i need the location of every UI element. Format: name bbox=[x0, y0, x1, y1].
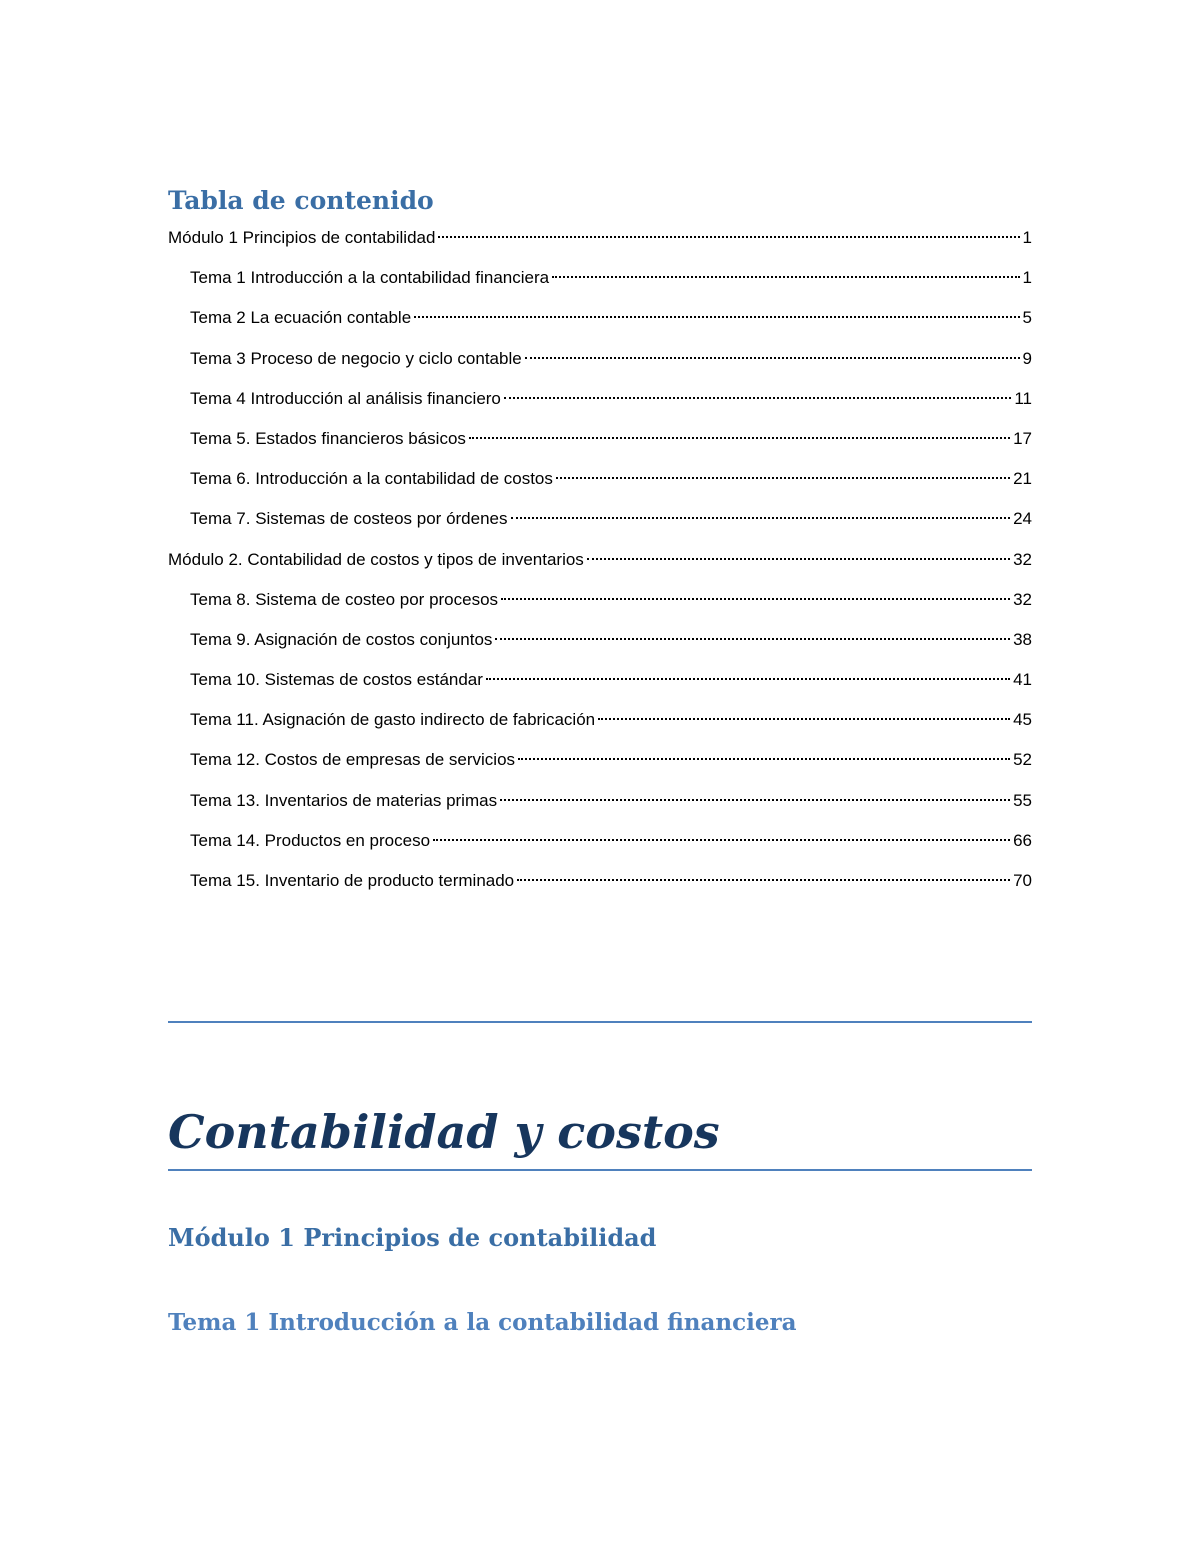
module-heading: Módulo 1 Principios de contabilidad bbox=[168, 1223, 657, 1252]
toc-entry-tema-9[interactable] bbox=[168, 627, 1032, 667]
title-rule-bottom bbox=[168, 1169, 1032, 1171]
toc-entry-tema-3[interactable] bbox=[168, 346, 1032, 386]
dot-leader bbox=[495, 638, 1010, 640]
dot-leader bbox=[469, 437, 1010, 439]
toc-entry-page: 5 bbox=[1022, 308, 1032, 328]
dot-leader bbox=[500, 799, 1010, 801]
dot-leader bbox=[433, 839, 1010, 841]
dot-leader bbox=[511, 517, 1011, 519]
dot-leader bbox=[438, 236, 1019, 238]
toc-entry-modulo-1[interactable] bbox=[168, 225, 1032, 265]
toc-entry-tema-1[interactable] bbox=[168, 265, 1032, 305]
toc-entry-label: Módulo 2. Contabilidad de costos y tipos de inventarios bbox=[168, 549, 584, 569]
toc-entry-tema-10[interactable] bbox=[168, 667, 1032, 707]
toc-entry-modulo-2[interactable] bbox=[168, 547, 1032, 587]
toc-entry-page: 11 bbox=[1014, 388, 1032, 408]
toc-entry-label: Tema 1 Introducción a la contabilidad financiera bbox=[190, 268, 550, 288]
toc-entry-page: 32 bbox=[1013, 589, 1032, 609]
toc-entry-label: Tema 5. Estados financieros básicos bbox=[190, 428, 466, 448]
toc-entry-label: Tema 4 Introducción al análisis financiero bbox=[190, 388, 501, 408]
title-rule-top bbox=[168, 1021, 1032, 1023]
toc-entry-tema-5[interactable] bbox=[168, 426, 1032, 466]
toc-entry-label: Tema 3 Proceso de negocio y ciclo contable bbox=[190, 348, 522, 368]
toc-entry-page: 24 bbox=[1013, 509, 1032, 529]
toc-entry-page: 45 bbox=[1013, 710, 1032, 730]
toc-entry-page: 9 bbox=[1022, 348, 1032, 368]
toc-entry-label: Tema 9. Asignación de costos conjuntos bbox=[190, 629, 493, 649]
toc-entry-page: 1 bbox=[1022, 228, 1032, 247]
toc-entry-label: Tema 14. Productos en proceso bbox=[190, 830, 431, 850]
toc-entry-label: Tema 13. Inventarios de materias primas bbox=[190, 790, 498, 810]
toc-entry-tema-4[interactable] bbox=[168, 386, 1032, 426]
dot-leader bbox=[486, 678, 1010, 680]
toc-entry-tema-6[interactable] bbox=[168, 466, 1032, 506]
toc-heading: Tabla de contenido bbox=[168, 186, 434, 215]
dot-leader bbox=[556, 477, 1010, 479]
toc-entry-tema-8[interactable] bbox=[168, 587, 1032, 627]
document-title: Contabilidad y costos bbox=[168, 1105, 720, 1159]
dot-leader bbox=[414, 316, 1019, 318]
topic-heading: Tema 1 Introducción a la contabilidad financiera bbox=[168, 1309, 797, 1336]
toc-entry-label: Tema 10. Sistemas de costos estándar bbox=[190, 670, 483, 690]
toc-entry-label: Tema 12. Costos de empresas de servicios bbox=[190, 750, 516, 770]
toc-entry-page: 38 bbox=[1013, 629, 1032, 649]
toc-entry-page: 52 bbox=[1013, 750, 1032, 770]
toc-entry-tema-11[interactable] bbox=[168, 707, 1032, 747]
dot-leader bbox=[501, 598, 1010, 600]
toc-entry-label: Tema 6. Introducción a la contabilidad de costos bbox=[190, 469, 553, 489]
toc-entry-tema-15[interactable] bbox=[168, 868, 1032, 908]
dot-leader bbox=[525, 357, 1020, 359]
toc-entry-page: 66 bbox=[1013, 830, 1032, 850]
dot-leader bbox=[504, 397, 1011, 399]
toc-entry-label: Tema 11. Asignación de gasto indirecto de fabricación bbox=[190, 710, 596, 730]
dot-leader bbox=[517, 879, 1010, 881]
toc-entry-label: Tema 15. Inventario de producto terminado bbox=[190, 871, 515, 890]
toc-entry-page: 41 bbox=[1013, 670, 1032, 690]
toc-entry-tema-14[interactable] bbox=[168, 828, 1032, 868]
dot-leader bbox=[587, 558, 1010, 560]
table-of-contents bbox=[168, 225, 1032, 908]
toc-entry-page: 70 bbox=[1013, 871, 1032, 890]
toc-entry-page: 17 bbox=[1013, 428, 1032, 448]
dot-leader bbox=[552, 276, 1019, 278]
toc-entry-label: Módulo 1 Principios de contabilidad bbox=[168, 228, 436, 247]
toc-entry-page: 32 bbox=[1013, 549, 1032, 569]
toc-entry-tema-13[interactable] bbox=[168, 788, 1032, 828]
toc-entry-page: 1 bbox=[1022, 268, 1032, 288]
toc-entry-label: Tema 7. Sistemas de costeos por órdenes bbox=[190, 509, 508, 529]
toc-entry-tema-2[interactable] bbox=[168, 305, 1032, 345]
toc-entry-label: Tema 8. Sistema de costeo por procesos bbox=[190, 589, 499, 609]
toc-entry-tema-12[interactable] bbox=[168, 747, 1032, 787]
toc-entry-page: 21 bbox=[1013, 469, 1032, 489]
toc-entry-tema-7[interactable] bbox=[168, 506, 1032, 546]
toc-entry-page: 55 bbox=[1013, 790, 1032, 810]
dot-leader bbox=[518, 758, 1010, 760]
toc-entry-label: Tema 2 La ecuación contable bbox=[190, 308, 412, 328]
dot-leader bbox=[598, 718, 1010, 720]
